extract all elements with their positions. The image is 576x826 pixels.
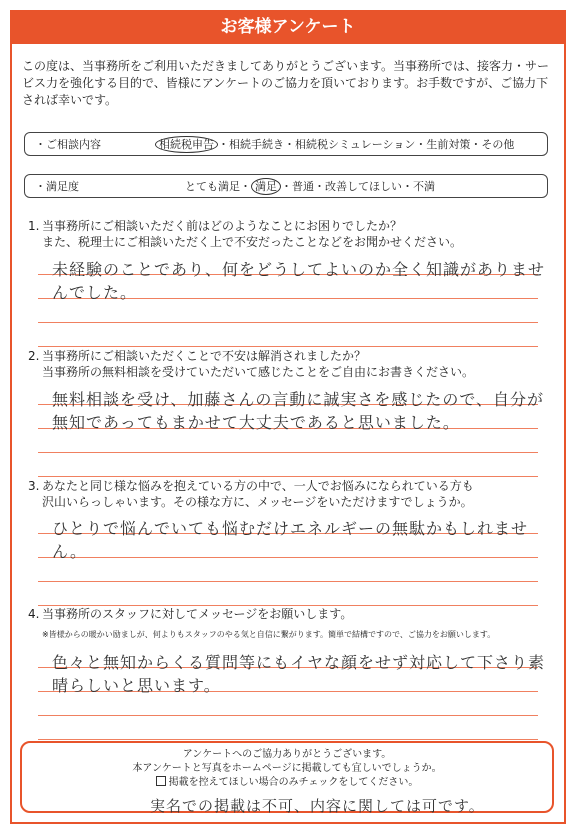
answer-2[interactable]: 無料相談を受け、加藤さんの言動に誠実さを感じたので、自分が無知であってもまかせて大丈夫であると思いました。: [52, 390, 545, 432]
option-item[interactable]: 不満: [413, 180, 435, 193]
option-item[interactable]: とても満足: [185, 180, 240, 193]
question-number: 2.: [28, 349, 40, 363]
satisfaction-label: ・満足度: [35, 180, 79, 193]
footer-thanks: アンケートへのご協力ありがとうございます。: [182, 749, 392, 760]
question-text: 当事務所にご相談いただく前はどのようなことにお困りでしたか？ また、税理士にご相談いただく上で不安だったことなどをお聞かせください。: [42, 219, 463, 249]
question-number: 1.: [28, 219, 40, 233]
option-item[interactable]: 生前対策: [426, 138, 471, 151]
option-item[interactable]: 相続税シミュレーション: [295, 138, 416, 151]
question-number: 3.: [28, 479, 40, 493]
consult-label: ・ご相談内容: [35, 138, 101, 151]
footer-check-label: 掲載を控えてほしい場合のみチェックをしてください。: [168, 777, 419, 788]
consult-row: [24, 132, 548, 156]
handwritten-note: 実名での掲載は不可、内容に関しては可です。: [150, 797, 485, 815]
option-item[interactable]: 普通: [292, 180, 314, 193]
question-text: 当事務所にご相談いただくことで不安は解消されましたか？ 当事務所の無料相談を受けていただいて感じたことをご自由にお書きください。: [42, 349, 475, 379]
footer-check: [22, 776, 552, 790]
intro-text: この度は、当事務所をご利用いただきましてありがとうございます。当事務所では、接客力・サービス力を強化する目的で、皆様にアンケートのご協力を頂いております。お手数ですが、ご協力下されば幸いです。: [22, 59, 550, 107]
page-title: お客様アンケート: [10, 10, 566, 44]
option-item[interactable]: 相続手続き: [229, 138, 284, 151]
question-text: あなたと同じ様な悩みを抱えている方の中で、一人でお悩みになられている方も 沢山いらっしゃいます。その様な方に、メッセージをいただけますでしょうか。: [42, 479, 474, 509]
consult-options[interactable]: 相続税申告 ・相続手続き・相続税シミュレーション・生前対策・その他: [155, 133, 514, 157]
question-text: 当事務所のスタッフに対してメッセージをお願いします。: [42, 607, 353, 621]
answer-1[interactable]: 未経験のことであり、何をどうしてよいのか全く知識がありませんでした。: [52, 260, 546, 302]
option-item[interactable]: 相続税申告: [155, 136, 218, 153]
satisfaction-options[interactable]: とても満足・ 満足 ・普通・改善してほしい・不満: [185, 180, 435, 193]
option-item[interactable]: その他: [481, 138, 515, 151]
question-1: [22, 218, 554, 250]
question-2: [22, 348, 554, 380]
footer-question: 本アンケートと写真をホームページに掲載しても宜しいでしょうか。: [132, 763, 442, 774]
checkbox-icon[interactable]: [156, 776, 166, 786]
question-number: 4.: [28, 607, 40, 621]
question-4-note: ※皆様からの暖かい励ましが、何よりもスタッフのやる気と自信に繋がります。簡単で結構ですので、ご協力をお願いします。: [42, 630, 496, 639]
answer-4[interactable]: 色々と無知からくる質問等にもイヤな顔をせず対応して下さり素晴らしいと思います。: [52, 653, 546, 695]
option-item[interactable]: 改善してほしい: [325, 180, 402, 193]
option-item[interactable]: 満足: [251, 178, 281, 195]
answer-3[interactable]: ひとりで悩んでいても悩むだけエネルギーの無駄かもしれません。: [52, 519, 529, 561]
satisfaction-row: [24, 174, 548, 198]
question-4: [22, 606, 554, 622]
question-3: [22, 478, 554, 510]
